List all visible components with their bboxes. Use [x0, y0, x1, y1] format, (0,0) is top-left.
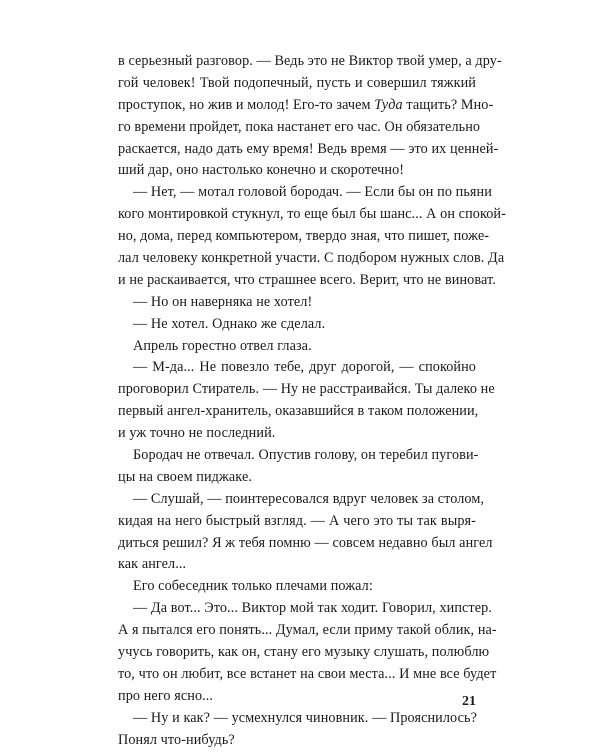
- page-number: 21: [462, 694, 476, 709]
- text-line: цы на своем пиджаке.: [118, 468, 252, 485]
- text-line: и не раскаивается, что страшнее всего. Верит, что не виноват.: [118, 271, 496, 288]
- text-line: Понял что-нибудь?: [118, 731, 235, 748]
- text-line: Бородач не отвечал. Опустив голову, он теребил пугови-: [133, 447, 479, 464]
- emphasized-word: Туда: [374, 96, 403, 113]
- text-line: — Слушай, — поинтересовался вдруг человек за столом,: [133, 490, 485, 507]
- text-line: раскается, надо дать ему время! Ведь время — это их ценней-: [118, 140, 499, 157]
- text-line: — Нет, — мотал головой бородач. — Если бы он по пьяни: [133, 184, 492, 201]
- text-line: го времени пройдет, пока настанет его час. Он обязательно: [118, 118, 481, 135]
- text-line: А я пытался его понять... Думал, если приму такой облик, на-: [118, 622, 497, 639]
- text-line: в серьезный разговор. — Ведь это не Виктор твой умер, а дру-: [118, 53, 502, 69]
- text-line: — М-да... Не повезло тебе, друг дорогой, — спокойно: [133, 359, 476, 376]
- text-line: как ангел...: [118, 556, 187, 573]
- text-line: проступок, но жив и молод! Его-то зачем Туда тащить? Мно-: [118, 96, 494, 113]
- text-line: гой человек! Твой подопечный, пусть и совершил тяжкий: [118, 74, 476, 91]
- text-line: — Да вот... Это... Виктор мой так ходит. Говорил, хипстер.: [133, 600, 492, 617]
- text-line: лал человеку конкретной участи. С подбором нужных слов. Да: [118, 250, 505, 267]
- text-line: — Ну и как? — усмехнулся чиновник. — Прояснилось?: [133, 709, 477, 726]
- text-line: первый ангел-хранитель, оказавшийся в таком положении,: [118, 403, 479, 420]
- text-line: кидая на него быстрый взгляд. — А чего это ты так выря-: [118, 512, 476, 529]
- text-line: учусь говорить, как он, стану его музыку слушать, полюблю: [118, 644, 490, 661]
- text-line: — Не хотел. Однако же сделал.: [133, 315, 326, 332]
- text-line: — Но он наверняка не хотел!: [133, 293, 313, 310]
- text-line: про него ясно...: [118, 687, 214, 704]
- text-line: но, дома, перед компьютером, твердо зная, что пишет, поже-: [118, 228, 490, 245]
- text-line: и уж точно не последний.: [118, 425, 276, 442]
- text-line: Его собеседник только плечами пожал:: [133, 578, 373, 595]
- text-line: ший дар, оно настолько конечно и скоротечно!: [118, 162, 405, 179]
- body-text: [118, 51, 506, 752]
- text-line: диться решил? Я ж тебя помню — совсем недавно был ангел: [118, 534, 493, 551]
- text-line: Апрель горестно отвел глаза.: [133, 337, 312, 354]
- text-line: кого монтировкой стукнул, то еще был бы шанс... А он спокой-: [118, 206, 506, 223]
- text-line: то, что он любит, все встанет на свои места... И мне все будет: [118, 665, 497, 682]
- text-line: проговорил Стиратель. — Ну не расстраивайся. Ты далеко не: [118, 381, 495, 398]
